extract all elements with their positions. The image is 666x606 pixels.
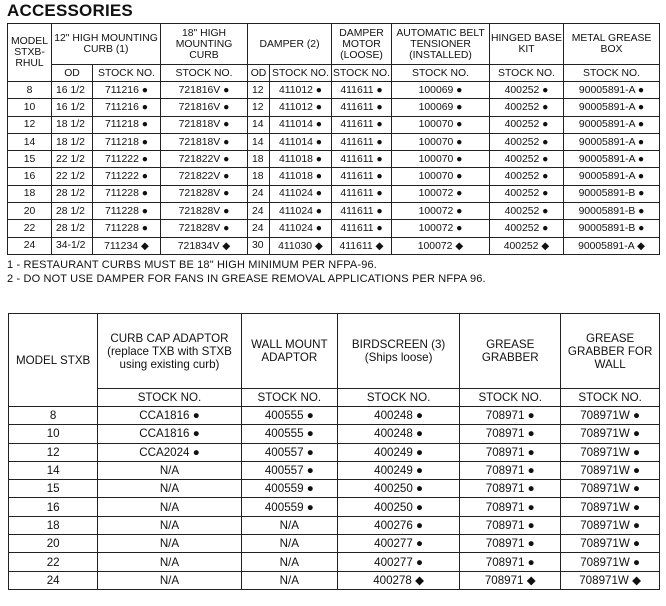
- table-cell: 411611 ●: [332, 151, 392, 168]
- table-cell: 411024 ●: [270, 203, 332, 220]
- header-curb-12: 12" HIGH MOUNTING CURB (1): [52, 24, 161, 65]
- header-model: MODEL STXB-RHUL: [8, 24, 52, 82]
- table-cell: 400278 ◆: [338, 571, 460, 589]
- table-cell: 411012 ●: [270, 82, 332, 99]
- table-cell: 14: [248, 133, 270, 150]
- header-damper-motor: DAMPER MOTOR (LOOSE): [332, 24, 392, 65]
- table-cell: N/A: [98, 571, 241, 589]
- table-cell: 30: [248, 237, 270, 254]
- table-cell: 411611 ●: [332, 185, 392, 202]
- header-model-stxb: MODEL STXB: [9, 314, 98, 407]
- table-cell: 708971W ◆: [561, 571, 660, 589]
- table-cell: 100070 ●: [392, 151, 490, 168]
- table-cell: 24: [248, 185, 270, 202]
- table-cell: 8: [9, 407, 98, 425]
- table-cell: 708971 ●: [460, 553, 561, 571]
- note-1: 1 - RESTAURANT CURBS MUST BE 18" HIGH MINIMUM PER NFPA-96.: [7, 259, 377, 271]
- table-cell: 411030 ◆: [270, 237, 332, 254]
- table-cell: 90005891-A ◆: [564, 237, 660, 254]
- table-cell: 411024 ●: [270, 185, 332, 202]
- table-cell: 708971W ●: [561, 407, 660, 425]
- header-grease-grabber-wall: GREASE GRABBER FOR WALL: [561, 314, 660, 389]
- table-row: [8, 203, 660, 220]
- table-cell: 8: [8, 82, 52, 99]
- header-damper: DAMPER (2): [248, 24, 332, 65]
- table-cell: 34-1/2: [52, 237, 93, 254]
- table-row: [8, 168, 660, 185]
- header-belt-tensioner: AUTOMATIC BELT TENSIONER (INSTALLED): [392, 24, 490, 65]
- table-cell: 18: [9, 516, 98, 534]
- table-cell: 16 1/2: [52, 82, 93, 99]
- table-cell: N/A: [98, 461, 241, 479]
- subheader-cell: STOCK NO.: [98, 389, 241, 407]
- table-cell: 708971W ●: [561, 425, 660, 443]
- table-cell: 721822V ●: [161, 151, 248, 168]
- table-cell: 90005891-A ●: [564, 82, 660, 99]
- table-row: [9, 407, 660, 425]
- table-cell: 711222 ●: [93, 168, 161, 185]
- table-cell: 100069 ●: [392, 99, 490, 116]
- table-cell: N/A: [98, 480, 241, 498]
- table-row: [9, 498, 660, 516]
- table-cell: 18: [8, 185, 52, 202]
- table-row: [8, 151, 660, 168]
- table-cell: 708971 ●: [460, 425, 561, 443]
- table-cell: 721834V ◆: [161, 237, 248, 254]
- table-cell: 400249 ●: [338, 443, 460, 461]
- table-cell: 708971W ●: [561, 461, 660, 479]
- table-cell: 708971W ●: [561, 535, 660, 553]
- table-cell: 14: [9, 461, 98, 479]
- table-cell: 15: [9, 480, 98, 498]
- subheader-cell: STOCK NO.: [332, 65, 392, 82]
- header-birdscreen: BIRDSCREEN (3) (Ships loose): [338, 314, 460, 389]
- table-cell: 22: [9, 553, 98, 571]
- table-cell: 100070 ●: [392, 133, 490, 150]
- table-cell: 411611 ●: [332, 116, 392, 133]
- table-cell: 100069 ●: [392, 82, 490, 99]
- table-cell: 400248 ●: [338, 407, 460, 425]
- table-cell: 400252 ◆: [490, 237, 564, 254]
- table-cell: 90005891-A ●: [564, 151, 660, 168]
- table-cell: 24: [8, 237, 52, 254]
- table-cell: 400557 ●: [241, 443, 337, 461]
- table-row: [8, 185, 660, 202]
- table-cell: 721816V ●: [161, 99, 248, 116]
- table-row: [9, 535, 660, 553]
- table-cell: 18: [248, 151, 270, 168]
- table-cell: 18 1/2: [52, 133, 93, 150]
- table-cell: 100072 ●: [392, 185, 490, 202]
- header-curb-cap: CURB CAP ADAPTOR (replace TXB with STXB using existing curb): [98, 314, 241, 389]
- table-cell: 721818V ●: [161, 116, 248, 133]
- table-cell: 721828V ●: [161, 220, 248, 237]
- table-cell: 20: [9, 535, 98, 553]
- table-cell: 711222 ●: [93, 151, 161, 168]
- table-cell: 711218 ●: [93, 116, 161, 133]
- table-cell: N/A: [98, 498, 241, 516]
- table-cell: 12: [248, 82, 270, 99]
- table-cell: 708971W ●: [561, 498, 660, 516]
- table-cell: 711234 ◆: [93, 237, 161, 254]
- table-cell: 708971W ●: [561, 516, 660, 534]
- subheader-cell: OD: [52, 65, 93, 82]
- table-cell: 708971 ●: [460, 461, 561, 479]
- table-cell: N/A: [241, 571, 337, 589]
- table-cell: 711216 ●: [93, 99, 161, 116]
- subheader-cell: STOCK NO.: [392, 65, 490, 82]
- table-cell: 411611 ◆: [332, 237, 392, 254]
- table-cell: 400248 ●: [338, 425, 460, 443]
- table-cell: 28 1/2: [52, 220, 93, 237]
- table-cell: 12: [248, 99, 270, 116]
- table-cell: 400555 ●: [241, 425, 337, 443]
- table-cell: 711228 ●: [93, 185, 161, 202]
- table-cell: 22 1/2: [52, 168, 93, 185]
- table-cell: 400252 ●: [490, 133, 564, 150]
- table-cell: N/A: [241, 535, 337, 553]
- table-cell: N/A: [241, 553, 337, 571]
- table-cell: 400555 ●: [241, 407, 337, 425]
- table-cell: 100072 ◆: [392, 237, 490, 254]
- table-row: [8, 116, 660, 133]
- table-cell: 708971W ●: [561, 480, 660, 498]
- table-cell: 411611 ●: [332, 168, 392, 185]
- table-cell: 400276 ●: [338, 516, 460, 534]
- table-cell: CCA1816 ●: [98, 425, 241, 443]
- table-cell: 90005891-A ●: [564, 168, 660, 185]
- table-cell: 711228 ●: [93, 220, 161, 237]
- table-cell: 708971 ●: [460, 480, 561, 498]
- table-cell: N/A: [98, 516, 241, 534]
- table-cell: 411012 ●: [270, 99, 332, 116]
- table-cell: 400559 ●: [241, 480, 337, 498]
- table-cell: 721828V ●: [161, 203, 248, 220]
- table-cell: 721822V ●: [161, 168, 248, 185]
- table-cell: 711216 ●: [93, 82, 161, 99]
- table-cell: 90005891-A ●: [564, 99, 660, 116]
- header-wall-mount: WALL MOUNT ADAPTOR: [241, 314, 337, 389]
- table-cell: 10: [8, 99, 52, 116]
- table-cell: 400249 ●: [338, 461, 460, 479]
- table-cell: 16: [8, 168, 52, 185]
- table-cell: 400252 ●: [490, 151, 564, 168]
- table-row: [8, 237, 660, 254]
- table-cell: 708971 ●: [460, 407, 561, 425]
- table-cell: CCA2024 ●: [98, 443, 241, 461]
- table-cell: 400252 ●: [490, 82, 564, 99]
- table-cell: 400559 ●: [241, 498, 337, 516]
- table-cell: 400557 ●: [241, 461, 337, 479]
- table-cell: 708971 ◆: [460, 571, 561, 589]
- note-2: 2 - DO NOT USE DAMPER FOR FANS IN GREASE REMOVAL APPLICATIONS PER NFPA 96.: [7, 273, 486, 285]
- table-cell: 400252 ●: [490, 99, 564, 116]
- table-cell: 400252 ●: [490, 168, 564, 185]
- table-cell: 90005891-B ●: [564, 220, 660, 237]
- table-cell: 90005891-B ●: [564, 185, 660, 202]
- subheader-cell: STOCK NO.: [490, 65, 564, 82]
- accessories-table-1: [7, 23, 660, 255]
- table-cell: 411611 ●: [332, 220, 392, 237]
- table-cell: 14: [248, 116, 270, 133]
- table-cell: 100070 ●: [392, 168, 490, 185]
- table-cell: 411611 ●: [332, 133, 392, 150]
- table-cell: 400252 ●: [490, 185, 564, 202]
- table-cell: 400277 ●: [338, 535, 460, 553]
- table-cell: 400277 ●: [338, 553, 460, 571]
- table-row: [9, 443, 660, 461]
- table-cell: 20: [8, 203, 52, 220]
- table-cell: 708971W ●: [561, 553, 660, 571]
- table-cell: 24: [248, 203, 270, 220]
- table-cell: 400252 ●: [490, 116, 564, 133]
- subheader-cell: STOCK NO.: [93, 65, 161, 82]
- table-cell: CCA1816 ●: [98, 407, 241, 425]
- accessories-table-2: [8, 313, 660, 590]
- table-cell: 18 1/2: [52, 116, 93, 133]
- subheader-cell: STOCK NO.: [564, 65, 660, 82]
- subheader-cell: STOCK NO.: [561, 389, 660, 407]
- table-cell: 708971 ●: [460, 498, 561, 516]
- table-cell: 16 1/2: [52, 99, 93, 116]
- subheader-cell: STOCK NO.: [338, 389, 460, 407]
- table-row: [9, 425, 660, 443]
- table-cell: 708971W ●: [561, 443, 660, 461]
- header-grease-box: METAL GREASE BOX: [564, 24, 660, 65]
- table-cell: 721816V ●: [161, 82, 248, 99]
- table-cell: 12: [8, 116, 52, 133]
- table-cell: 721818V ●: [161, 133, 248, 150]
- table-cell: 100070 ●: [392, 116, 490, 133]
- table-row: [8, 220, 660, 237]
- table-cell: 708971 ●: [460, 443, 561, 461]
- table-row: [8, 99, 660, 116]
- subheader-cell: OD: [248, 65, 270, 82]
- table-row: [8, 133, 660, 150]
- table-cell: 721828V ●: [161, 185, 248, 202]
- table-cell: N/A: [98, 535, 241, 553]
- table-cell: 15: [8, 151, 52, 168]
- table-row: [9, 516, 660, 534]
- table-cell: 24: [248, 220, 270, 237]
- table-cell: 100072 ●: [392, 203, 490, 220]
- table-cell: 411014 ●: [270, 116, 332, 133]
- subheader-cell: STOCK NO.: [241, 389, 337, 407]
- header-grease-grabber: GREASE GRABBER: [460, 314, 561, 389]
- table-row: [9, 480, 660, 498]
- table-cell: 411611 ●: [332, 99, 392, 116]
- page-title: ACCESSORIES: [7, 1, 133, 20]
- table-cell: 16: [9, 498, 98, 516]
- table-row: [9, 553, 660, 571]
- table-cell: 22: [8, 220, 52, 237]
- table-cell: 10: [9, 425, 98, 443]
- table-cell: 411611 ●: [332, 203, 392, 220]
- table-cell: 711218 ●: [93, 133, 161, 150]
- table-row: [9, 461, 660, 479]
- table-cell: 400250 ●: [338, 498, 460, 516]
- table-cell: 24: [9, 571, 98, 589]
- table-cell: 411018 ●: [270, 168, 332, 185]
- table-cell: N/A: [98, 553, 241, 571]
- table-cell: 18: [248, 168, 270, 185]
- subheader-cell: STOCK NO.: [161, 65, 248, 82]
- table-cell: 22 1/2: [52, 151, 93, 168]
- subheader-cell: STOCK NO.: [460, 389, 561, 407]
- table-cell: 90005891-A ●: [564, 116, 660, 133]
- table-cell: N/A: [241, 516, 337, 534]
- table-row: [8, 82, 660, 99]
- header-curb-18: 18" HIGH MOUNTING CURB: [161, 24, 248, 65]
- table-cell: 400252 ●: [490, 220, 564, 237]
- table-cell: 708971 ●: [460, 516, 561, 534]
- table-cell: 14: [8, 133, 52, 150]
- table-cell: 12: [9, 443, 98, 461]
- table-cell: 411024 ●: [270, 220, 332, 237]
- table-row: [9, 571, 660, 589]
- table-cell: 708971 ●: [460, 535, 561, 553]
- header-hinged-base: HINGED BASE KIT: [490, 24, 564, 65]
- table-cell: 100072 ●: [392, 220, 490, 237]
- table-cell: 400250 ●: [338, 480, 460, 498]
- table-cell: 90005891-B ●: [564, 203, 660, 220]
- table-cell: 411018 ●: [270, 151, 332, 168]
- table-cell: 90005891-A ●: [564, 133, 660, 150]
- table-cell: 711228 ●: [93, 203, 161, 220]
- table-cell: 28 1/2: [52, 203, 93, 220]
- table-cell: 411611 ●: [332, 82, 392, 99]
- subheader-cell: STOCK NO.: [270, 65, 332, 82]
- table-cell: 28 1/2: [52, 185, 93, 202]
- table-cell: 411014 ●: [270, 133, 332, 150]
- table-cell: 400252 ●: [490, 203, 564, 220]
